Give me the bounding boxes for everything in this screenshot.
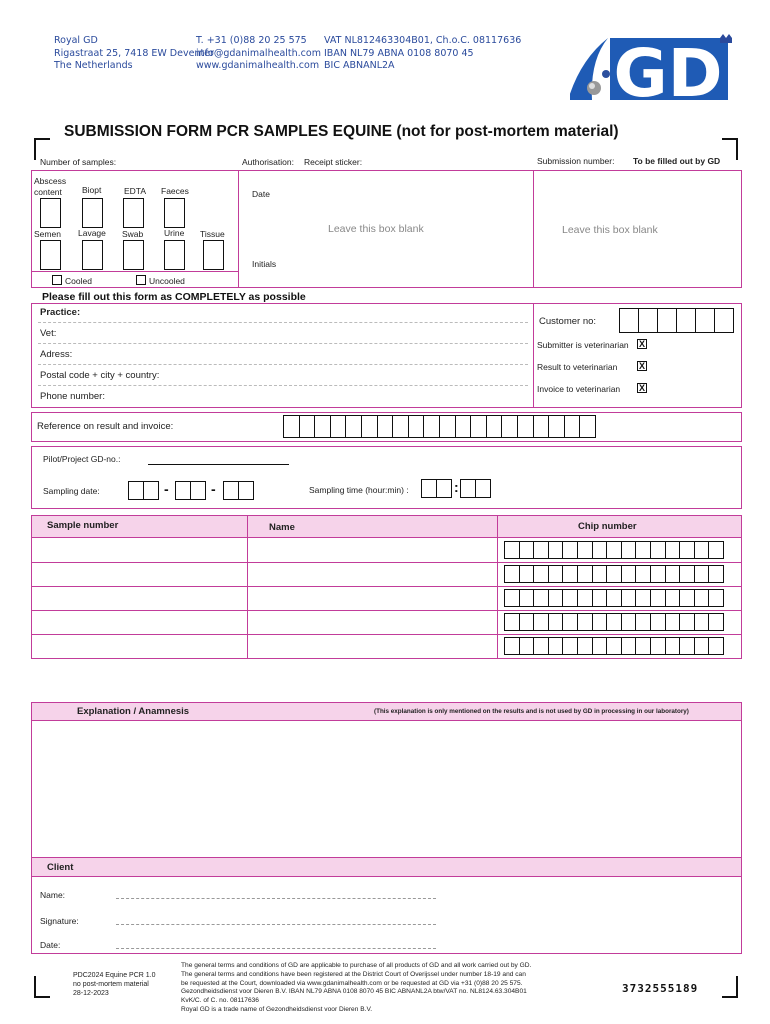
urine-checkbox[interactable]	[164, 240, 185, 270]
terms-line: be requested at the Court, downloaded via www.gdanimalhealth.com or be requested at GD via +31 (0)88 20 25 575.	[181, 979, 523, 987]
chip-cell[interactable]	[549, 637, 564, 655]
reference-cell[interactable]	[471, 415, 487, 438]
fill-completely-note: Please fill out this form as COMPLETELY as possible	[42, 291, 306, 303]
chip-cell[interactable]	[520, 613, 535, 631]
leave-blank-submission: Leave this box blank	[562, 224, 658, 236]
col-name: Name	[269, 522, 295, 533]
chip-cell[interactable]	[578, 541, 593, 559]
chip-cell[interactable]	[505, 637, 520, 655]
divider	[31, 271, 238, 272]
lavage-checkbox[interactable]	[82, 240, 103, 270]
terms-line: The general terms and conditions have been registered at the District Court of Overijssel under number 18-19 and can	[181, 970, 526, 978]
submission-number-label: Submission number:	[537, 156, 615, 166]
reference-cell[interactable]	[346, 415, 362, 438]
sampling-date-label: Sampling date:	[43, 486, 100, 496]
reference-boxes[interactable]	[283, 415, 596, 438]
chip-cell[interactable]	[578, 589, 593, 607]
chip-cell[interactable]	[695, 589, 710, 607]
terms-line: The general terms and conditions of GD are applicable to purchase of all products of GD and all work carried out by GD.	[181, 962, 532, 969]
reference-cell[interactable]	[518, 415, 534, 438]
terms-line: Royal GD is a trade name of Gezondheidsdienst voor Dieren B.V.	[181, 1005, 373, 1013]
chip-cell[interactable]	[505, 613, 520, 631]
chip-cell[interactable]	[607, 637, 622, 655]
sample-label-lavage: Lavage	[78, 228, 106, 238]
sampling-year-boxes[interactable]	[223, 481, 254, 500]
cooled-checkbox[interactable]	[52, 275, 62, 285]
tissue-checkbox[interactable]	[203, 240, 224, 270]
chip-cell[interactable]	[520, 541, 535, 559]
vet-label: Vet:	[40, 328, 57, 339]
reference-cell[interactable]	[284, 415, 300, 438]
dotted-line	[38, 322, 528, 323]
reference-cell[interactable]	[487, 415, 503, 438]
chip-cell[interactable]	[695, 565, 710, 583]
chip-number-boxes[interactable]	[504, 613, 724, 631]
chip-cell[interactable]	[578, 565, 593, 583]
result-vet-label: Result to veterinarian	[537, 362, 618, 372]
faeces-checkbox[interactable]	[164, 198, 185, 228]
reference-cell[interactable]	[331, 415, 347, 438]
sampling-time-label: Sampling time (hour:min) :	[309, 485, 409, 495]
col-chip-number: Chip number	[578, 521, 637, 532]
dotted-line	[38, 364, 528, 365]
filled-by-gd-label: To be filled out by GD	[633, 156, 721, 166]
client-title: Client	[47, 862, 74, 873]
contact-phone: T. +31 (0)88 20 25 575	[196, 35, 307, 46]
chip-cell[interactable]	[593, 613, 608, 631]
chip-cell[interactable]	[666, 589, 681, 607]
chip-cell[interactable]	[534, 613, 549, 631]
reference-label: Reference on result and invoice:	[37, 421, 174, 432]
chip-cell[interactable]	[651, 565, 666, 583]
document-id	[73, 972, 156, 998]
chip-number-boxes[interactable]	[504, 589, 724, 607]
chip-cell[interactable]	[534, 565, 549, 583]
chip-cell[interactable]	[549, 613, 564, 631]
corner-mark	[722, 138, 738, 160]
customer-no-boxes[interactable]	[619, 308, 734, 333]
divider	[533, 303, 534, 408]
address-line: Rigastraat 25, 7418 EW Deventer	[54, 47, 214, 59]
doc-id-line: PDC2024 Equine PCR 1.0	[73, 972, 156, 979]
chip-cell[interactable]	[563, 637, 578, 655]
sample-label-abscess: Abscess content	[34, 176, 67, 197]
chip-cell[interactable]	[666, 565, 681, 583]
date-separator: -	[164, 481, 169, 497]
divider	[533, 170, 534, 288]
address-label: Adress:	[40, 349, 73, 360]
corner-mark	[34, 976, 50, 998]
chip-cell[interactable]	[622, 613, 637, 631]
leave-blank-authorisation: Leave this box blank	[328, 223, 424, 235]
sampling-day-boxes[interactable]	[128, 481, 159, 500]
chip-cell[interactable]	[651, 541, 666, 559]
chip-cell[interactable]	[593, 541, 608, 559]
chip-cell[interactable]	[593, 637, 608, 655]
uncooled-label: Uncooled	[149, 276, 185, 286]
dotted-line	[38, 343, 528, 344]
reference-cell[interactable]	[378, 415, 394, 438]
reference-cell[interactable]	[565, 415, 581, 438]
chip-cell[interactable]	[534, 541, 549, 559]
sample-label-faeces: Faeces	[161, 186, 189, 196]
reference-cell[interactable]	[315, 415, 331, 438]
chip-cell[interactable]	[563, 613, 578, 631]
logo-text: GD	[613, 35, 723, 105]
chip-cell[interactable]	[607, 613, 622, 631]
chip-cell[interactable]	[578, 613, 593, 631]
chip-cell[interactable]	[593, 565, 608, 583]
terms-line: Gezondheidsdienst voor Dieren B.V. IBAN NL79 ABNA 0108 8070 45 BIC ABNANL2A btw/VAT no. NL8124.63.304B01	[181, 988, 527, 996]
chip-cell[interactable]	[578, 637, 593, 655]
doc-id-line: no post-mortem material	[73, 980, 149, 988]
header-contact	[196, 35, 321, 73]
chip-cell[interactable]	[695, 613, 710, 631]
page-title: SUBMISSION FORM PCR SAMPLES EQUINE (not for post-mortem material)	[64, 123, 619, 140]
semen-checkbox[interactable]	[40, 240, 61, 270]
swab-checkbox[interactable]	[123, 240, 144, 270]
chip-cell[interactable]	[651, 637, 666, 655]
doc-id-line: 28-12-2023	[73, 989, 109, 997]
chip-cell[interactable]	[636, 565, 651, 583]
client-date-label: Date:	[40, 940, 61, 950]
client-signature-field[interactable]	[116, 924, 436, 925]
address-line: The Netherlands	[54, 60, 133, 71]
sample-label-edta: EDTA	[124, 186, 147, 196]
result-vet-checkbox[interactable]: X	[638, 361, 645, 371]
chip-cell[interactable]	[563, 589, 578, 607]
chip-number-boxes[interactable]	[504, 541, 724, 559]
chip-cell[interactable]	[534, 637, 549, 655]
reference-cell[interactable]	[424, 415, 440, 438]
abscess-checkbox[interactable]	[40, 198, 61, 228]
reference-cell[interactable]	[409, 415, 425, 438]
pilot-project-label: Pilot/Project GD-no.:	[43, 454, 121, 464]
sampling-min-boxes[interactable]	[460, 479, 491, 498]
terms-text	[181, 962, 531, 1015]
customer-no-label: Customer no:	[539, 316, 597, 327]
chip-cell[interactable]	[651, 589, 666, 607]
chip-cell[interactable]	[534, 589, 549, 607]
terms-line: KvK/C. of C. no. 08117636	[181, 997, 259, 1005]
chip-cell[interactable]	[636, 541, 651, 559]
invoice-vet-checkbox[interactable]: X	[638, 383, 645, 393]
address-line: Royal GD	[54, 35, 98, 46]
chip-cell[interactable]	[680, 565, 695, 583]
corner-mark	[722, 976, 738, 998]
chip-cell[interactable]	[549, 589, 564, 607]
chip-cell[interactable]	[651, 613, 666, 631]
edta-checkbox[interactable]	[123, 198, 144, 228]
chip-cell[interactable]	[666, 613, 681, 631]
client-header	[31, 857, 742, 877]
pilot-project-field[interactable]	[148, 464, 289, 465]
initials-label: Initials	[252, 259, 277, 269]
chip-cell[interactable]	[680, 637, 695, 655]
reference-cell[interactable]	[440, 415, 456, 438]
dotted-line	[38, 385, 528, 386]
barcode-number: 3732555189	[622, 982, 699, 995]
contact-email: info@gdanimalhealth.com	[196, 47, 321, 59]
postal-code-label: Postal code + city + country:	[40, 370, 160, 381]
bank-line: BIC ABNANL2A	[324, 60, 395, 71]
sample-label-semen: Semen	[34, 229, 61, 239]
submitter-vet-checkbox[interactable]: X	[638, 339, 645, 349]
chip-cell[interactable]	[607, 589, 622, 607]
authorisation-label: Authorisation:	[242, 157, 294, 167]
time-separator: :	[454, 479, 459, 495]
bank-line: VAT NL812463304B01, Ch.o.C. 08117636	[324, 35, 522, 46]
chip-number-boxes[interactable]	[504, 565, 724, 583]
divider	[238, 170, 239, 288]
col-sample-number: Sample number	[47, 520, 119, 531]
sampling-hour-boxes[interactable]	[421, 479, 452, 498]
submitter-vet-label: Submitter is veterinarian	[537, 340, 629, 350]
sample-label-biopt: Biopt	[82, 185, 102, 195]
reference-cell[interactable]	[300, 415, 316, 438]
reference-cell[interactable]	[393, 415, 409, 438]
chip-cell[interactable]	[505, 541, 520, 559]
chip-cell[interactable]	[622, 565, 637, 583]
chip-cell[interactable]	[709, 613, 724, 631]
cooled-label: Cooled	[65, 276, 92, 286]
chip-cell[interactable]	[563, 565, 578, 583]
header-address	[54, 35, 214, 73]
explanation-title: Explanation / Anamnesis	[77, 706, 190, 717]
chip-cell[interactable]	[636, 613, 651, 631]
chip-cell[interactable]	[709, 565, 724, 583]
gd-logo	[570, 30, 735, 105]
chip-cell[interactable]	[622, 589, 637, 607]
reference-cell[interactable]	[362, 415, 378, 438]
chip-cell[interactable]	[666, 541, 681, 559]
chip-cell[interactable]	[593, 589, 608, 607]
chip-cell[interactable]	[520, 589, 535, 607]
client-date-field[interactable]	[116, 948, 436, 949]
chip-cell[interactable]	[666, 637, 681, 655]
chip-cell[interactable]	[709, 637, 724, 655]
chip-cell[interactable]	[680, 589, 695, 607]
chip-cell[interactable]	[622, 541, 637, 559]
reference-cell[interactable]	[456, 415, 472, 438]
receipt-sticker-label: Receipt sticker:	[304, 157, 363, 167]
chip-cell[interactable]	[505, 565, 520, 583]
chip-cell[interactable]	[709, 589, 724, 607]
date-separator: -	[211, 481, 216, 497]
chip-cell[interactable]	[636, 589, 651, 607]
explanation-textarea[interactable]	[36, 725, 738, 855]
contact-website: www.gdanimalhealth.com	[196, 60, 320, 71]
reference-cell[interactable]	[549, 415, 565, 438]
client-signature-label: Signature:	[40, 916, 79, 926]
chip-cell[interactable]	[709, 541, 724, 559]
sampling-month-boxes[interactable]	[175, 481, 206, 500]
chip-cell[interactable]	[680, 541, 695, 559]
chip-cell[interactable]	[607, 565, 622, 583]
chip-cell[interactable]	[636, 637, 651, 655]
chip-cell[interactable]	[505, 589, 520, 607]
chip-cell[interactable]	[549, 565, 564, 583]
practice-label: Practice:	[40, 307, 81, 318]
chip-cell[interactable]	[695, 541, 710, 559]
reference-cell[interactable]	[580, 415, 596, 438]
explanation-note: (This explanation is only mentioned on the results and is not used by GD in processing in our laboratory)	[374, 708, 689, 715]
chip-cell[interactable]	[680, 613, 695, 631]
chip-cell[interactable]	[520, 637, 535, 655]
sample-label-urine: Urine	[164, 228, 185, 238]
invoice-vet-label: Invoice to veterinarian	[537, 384, 621, 394]
sample-label-swab: Swab	[122, 229, 144, 239]
biopt-checkbox[interactable]	[82, 198, 103, 228]
chip-cell[interactable]	[563, 541, 578, 559]
chip-cell[interactable]	[607, 541, 622, 559]
phone-number-label: Phone number:	[40, 391, 105, 402]
chip-cell[interactable]	[695, 637, 710, 655]
date-label: Date	[252, 189, 270, 199]
number-of-samples-label: Number of samples:	[40, 157, 117, 167]
reference-cell[interactable]	[502, 415, 518, 438]
bank-line: IBAN NL79 ABNA 0108 8070 45	[324, 47, 474, 59]
chip-cell[interactable]	[622, 637, 637, 655]
chip-cell[interactable]	[520, 565, 535, 583]
header-bank	[324, 35, 521, 73]
client-name-label: Name:	[40, 890, 66, 900]
client-name-field[interactable]	[116, 898, 436, 899]
sample-label-tissue: Tissue	[200, 229, 225, 239]
chip-cell[interactable]	[549, 541, 564, 559]
uncooled-checkbox[interactable]	[136, 275, 146, 285]
chip-number-boxes[interactable]	[504, 637, 724, 655]
reference-cell[interactable]	[534, 415, 550, 438]
